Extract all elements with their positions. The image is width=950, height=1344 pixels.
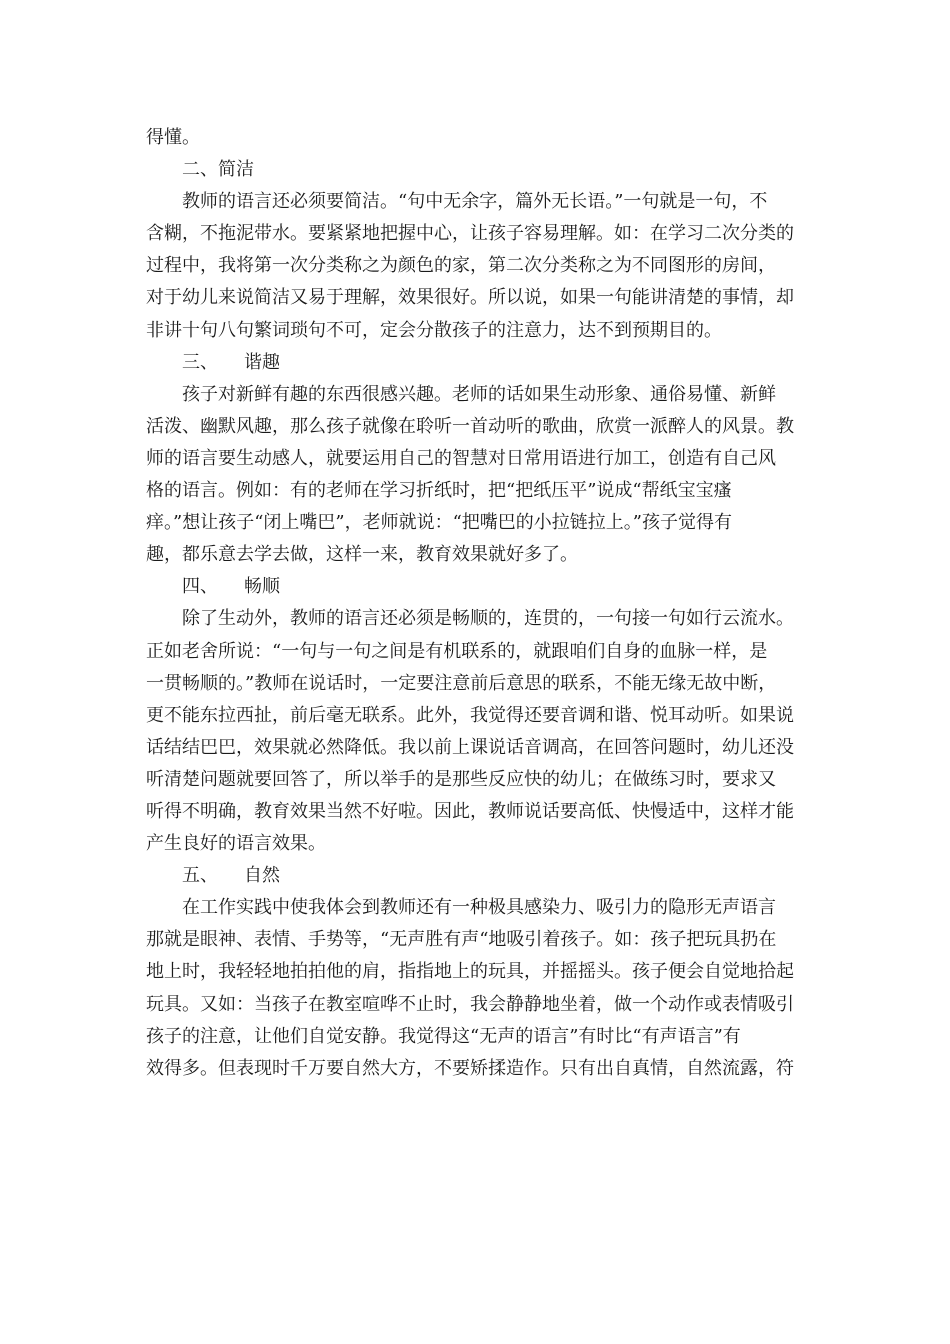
text-line: 玩具。又如：当孩子在教室喧哗不止时，我会静静地坐着，做一个动作或表情吸引: [146, 993, 794, 1015]
text-line: 孩子的注意，让他们自觉安静。我觉得这“无声的语言”有时比“有声语言”有: [146, 1025, 741, 1047]
section-number: 三、: [182, 351, 218, 373]
text-line: 那就是眼神、表情、手势等，“无声胜有声“地吸引着孩子。如：孩子把玩具扔在: [146, 929, 777, 951]
section-title: 自然: [244, 865, 280, 887]
text-line: 产生良好的语言效果。: [146, 833, 326, 855]
section-heading-2: [146, 154, 810, 186]
text-line: 含糊，不拖泥带水。要紧紧地把握中心，让孩子容易理解。如：在学习二次分类的: [146, 223, 794, 245]
text-line: 得懂。: [146, 127, 200, 148]
section-number: 二、: [182, 159, 218, 181]
text-line: 对于幼儿来说简洁又易于理解，效果很好。所以说，如果一句能讲清楚的事情，却: [146, 287, 794, 309]
text-line: 一贯畅顺的。”教师在说话时，一定要注意前后意思的联系，不能无缘无故中断，: [146, 672, 777, 694]
section-title: 简洁: [218, 159, 254, 181]
text-line: 效得多。但表现时千万要自然大方，不要矫揉造作。只有出自真情，自然流露，符: [146, 1057, 794, 1079]
text-line: 教师的语言还必须要简洁。“句中无余字，篇外无长语。”一句就是一句，不: [182, 191, 768, 213]
text-line: 孩子对新鲜有趣的东西很感兴趣。老师的话如果生动形象、通俗易懂、新鲜: [182, 383, 776, 405]
text-line: 除了生动外，教师的语言还必须是畅顺的，连贯的，一句接一句如行云流水。: [182, 608, 794, 630]
section-number: 五、: [182, 865, 218, 887]
text-line: 格的语言。例如：有的老师在学习折纸时，把“把纸压平”说成“帮纸宝宝瘙: [146, 480, 732, 502]
text-line: 听清楚问题就要回答了，所以举手的是那些反应快的幼儿；在做练习时，要求又: [146, 768, 776, 790]
document-body: [146, 122, 810, 1085]
section-heading-4: [146, 571, 810, 603]
text-line: 非讲十句八句繁词琐句不可，定会分散孩子的注意力，达不到预期目的。: [146, 319, 722, 341]
text-line: 地上时，我轻轻地拍拍他的肩，指指地上的玩具，并摇摇头。孩子便会自觉地拾起: [146, 961, 794, 983]
text-line: 更不能东拉西扯，前后毫无联系。此外，我觉得还要音调和谐、悦耳动听。如果说: [146, 704, 794, 726]
section-heading-5: [146, 860, 810, 892]
text-line: 师的语言要生动感人，就要运用自己的智慧对日常用语进行加工，创造有自己风: [146, 447, 776, 469]
section-number: 四、: [182, 576, 218, 598]
section-heading-3: [146, 347, 810, 379]
text-line: 话结结巴巴，效果就必然降低。我以前上课说话音调高，在回答问题时，幼儿还没: [146, 736, 794, 758]
text-line: 趣，都乐意去学去做，这样一来，教育效果就好多了。: [146, 544, 578, 566]
text-line: 在工作实践中使我体会到教师还有一种极具感染力、吸引力的隐形无声语言: [182, 897, 776, 919]
section-title: 畅顺: [244, 576, 280, 598]
text-line: 过程中，我将第一次分类称之为颜色的家，第二次分类称之为不同图形的房间，: [146, 255, 776, 277]
text-line: 活泼、幽默风趣，那么孩子就像在聆听一首动听的歌曲，欣赏一派醉人的风景。教: [146, 415, 794, 437]
text-line: 正如老舍所说：“一句与一句之间是有机联系的，就跟咱们自身的血脉一样，是: [146, 640, 768, 662]
text-line: 痒。”想让孩子“闭上嘴巴”，老师就说：“把嘴巴的小拉链拉上。”孩子觉得有: [146, 512, 733, 534]
section-title: 谐趣: [244, 351, 280, 373]
text-line: 听得不明确，教育效果当然不好啦。因此，教师说话要高低、快慢适中，这样才能: [146, 800, 794, 822]
